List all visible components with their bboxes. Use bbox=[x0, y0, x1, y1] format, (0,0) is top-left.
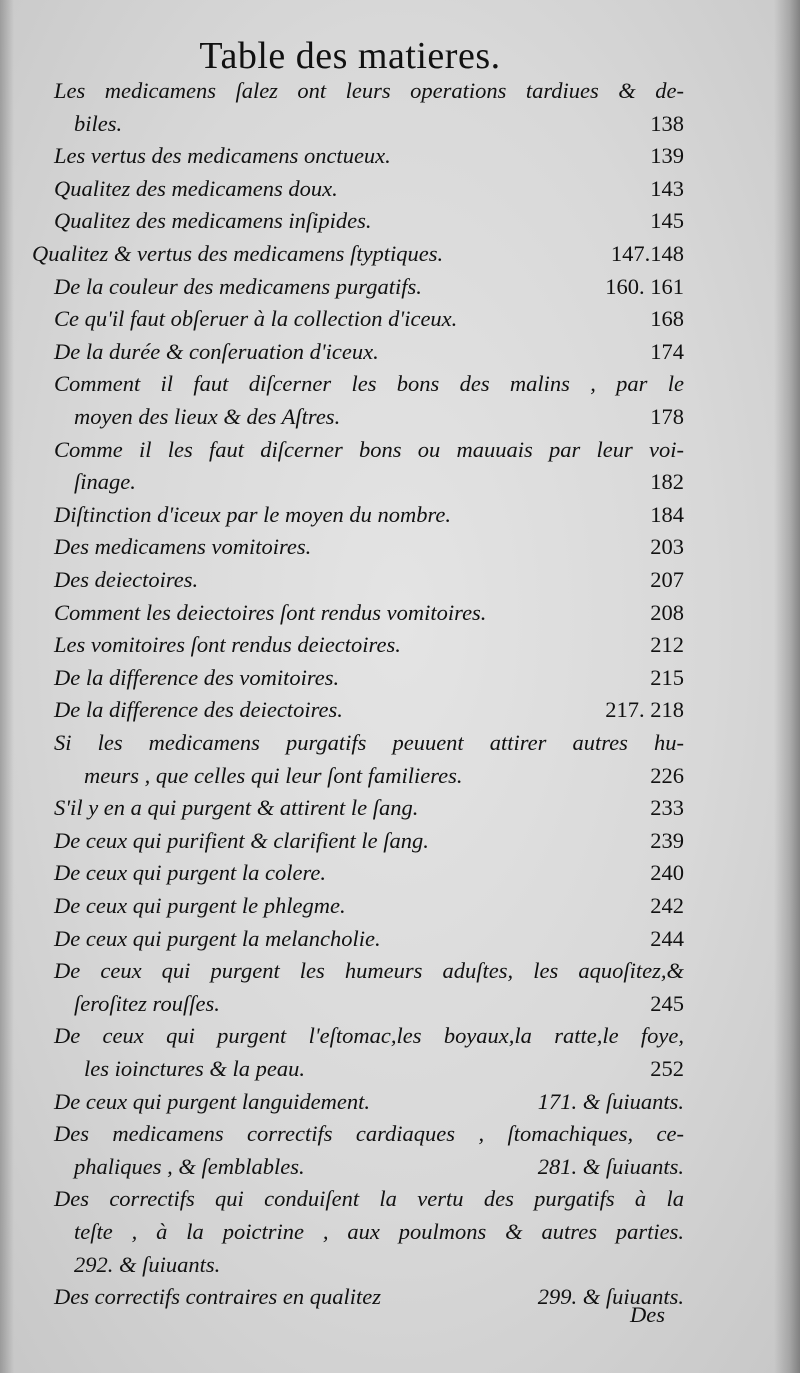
toc-entry-text: Les vertus des medicamens onctueux. bbox=[54, 143, 391, 169]
toc-entry bbox=[54, 274, 684, 306]
toc-entry bbox=[54, 502, 684, 534]
toc-entry-page: 208 bbox=[650, 599, 684, 625]
toc-entry bbox=[54, 371, 684, 403]
toc-entry-text: De ceux qui purgent la colere. bbox=[54, 860, 326, 886]
toc-entry-text: Des medicamens correctifs cardiaques , ſtomachiques, ce- bbox=[54, 1121, 684, 1147]
toc-entry-page: 168 bbox=[650, 306, 684, 332]
toc-entry-page: 233 bbox=[650, 795, 684, 821]
toc-entry bbox=[54, 730, 684, 762]
toc-entry-text: phaliques , & ſemblables. bbox=[74, 1153, 305, 1179]
toc-entry-text: Des medicamens vomitoires. bbox=[54, 534, 312, 560]
toc-entry-text: De ceux qui purgent le phlegme. bbox=[54, 893, 346, 918]
toc-entry-page: 139 bbox=[650, 143, 684, 169]
toc-entry-page: 184 bbox=[650, 501, 684, 527]
toc-entry-page: 226 bbox=[650, 762, 684, 788]
toc-entry-text: Comment il faut diſcerner les bons des malins , par le bbox=[54, 371, 684, 397]
toc-entry-page: 178 bbox=[650, 404, 684, 429]
toc-entry-page: 245 bbox=[650, 990, 684, 1016]
toc-entry bbox=[74, 404, 684, 436]
toc-entry-text: De la difference des deiectoires. bbox=[54, 697, 343, 723]
toc-entry-text: Si les medicamens purgatifs peuuent attirer autres hu- bbox=[54, 730, 684, 755]
toc-entry bbox=[54, 958, 684, 990]
toc-entry-text: Qualitez des medicamens doux. bbox=[54, 175, 338, 201]
toc-entry-page: 242 bbox=[650, 893, 684, 918]
toc-entry bbox=[74, 1219, 684, 1251]
toc-entry-page: 143 bbox=[650, 175, 684, 201]
toc-entry bbox=[54, 1284, 684, 1316]
toc-entry-page: 147.148 bbox=[610, 241, 684, 266]
page-title: Table des matieres. bbox=[199, 35, 501, 77]
toc-entry bbox=[54, 1089, 684, 1121]
toc-entry-text: Diſtinction d'iceux par le moyen du nombre. bbox=[54, 501, 452, 527]
toc-entry-page: 244 bbox=[650, 925, 684, 951]
page-shadow-right bbox=[774, 0, 800, 1373]
toc-entry-text: De ceux qui purgent l'eſtomac,les boyaux,la ratte,le foye, bbox=[54, 1023, 684, 1049]
toc-entry-page: 299. & ſuiuants. bbox=[537, 1284, 684, 1310]
toc-entry-text: Comme il les faut diſcerner bons ou mauuais par leur voi- bbox=[54, 436, 684, 462]
catchword: Des bbox=[630, 1302, 665, 1327]
toc-entry-page: 217. 218 bbox=[605, 697, 684, 723]
toc-entry-text: De ceux qui purgent languidement. bbox=[54, 1088, 370, 1114]
toc-entry-text: Des correctifs qui conduiſent la vertu des purgatifs à la bbox=[54, 1186, 684, 1212]
toc-entry bbox=[54, 893, 684, 925]
toc-entry-page: 171. & ſuiuants. bbox=[537, 1088, 684, 1114]
toc-entry-text: De la durée & conſeruation d'iceux. bbox=[54, 338, 379, 364]
toc-entry-text: Ce qu'il faut obſeruer à la collection d'iceux. bbox=[54, 306, 458, 332]
toc-entry-page: 252 bbox=[650, 1056, 684, 1081]
toc-entry bbox=[54, 665, 684, 697]
toc-entry-text: De la difference des vomitoires. bbox=[54, 664, 340, 690]
toc-entry-page: 212 bbox=[650, 632, 684, 658]
toc-entry bbox=[74, 111, 684, 143]
toc-entry-page: 239 bbox=[650, 827, 684, 853]
toc-entry-text: Qualitez des medicamens inſipides. bbox=[54, 208, 372, 234]
toc-entry-page: 145 bbox=[650, 208, 684, 234]
toc-entry bbox=[74, 1154, 684, 1186]
toc-entry bbox=[54, 567, 684, 599]
toc-entry-page: 138 bbox=[650, 110, 684, 136]
toc-entry-text: meurs , que celles qui leur ſont familieres. bbox=[84, 762, 463, 788]
toc-entry-text: Des correctifs contraires en qualitez bbox=[54, 1284, 382, 1310]
toc-entry-text: De la couleur des medicamens purgatifs. bbox=[54, 273, 422, 299]
toc-entry bbox=[84, 1056, 684, 1088]
toc-entry bbox=[54, 176, 684, 208]
toc-entry bbox=[54, 926, 684, 958]
toc-entry-text: Qualitez & vertus des medicamens ſtyptiques. bbox=[32, 241, 444, 266]
toc-entry bbox=[54, 1186, 684, 1218]
toc-entry-text: De ceux qui purifient & clarifient le ſang. bbox=[54, 827, 429, 853]
toc-entry bbox=[54, 1023, 684, 1055]
toc-entry-page: 281. & ſuiuants. bbox=[537, 1153, 684, 1179]
toc-entry-text: De ceux qui purgent la melancholie. bbox=[54, 925, 381, 951]
toc-entry-text: les ioinctures & la peau. bbox=[84, 1056, 306, 1081]
toc-entry bbox=[54, 795, 684, 827]
toc-entry bbox=[54, 339, 684, 371]
toc-entry bbox=[32, 241, 684, 273]
toc-entry bbox=[74, 991, 684, 1023]
toc-entry-text: Comment les deiectoires ſont rendus vomitoires. bbox=[54, 599, 487, 625]
toc-entry-page: 160. 161 bbox=[605, 273, 684, 299]
toc-entry bbox=[54, 860, 684, 892]
toc-entry bbox=[54, 306, 684, 338]
toc-entry bbox=[54, 143, 684, 175]
toc-entry bbox=[54, 600, 684, 632]
toc-entry bbox=[54, 632, 684, 664]
toc-entry bbox=[54, 534, 684, 566]
toc-entry-text: moyen des lieux & des Aſtres. bbox=[74, 404, 341, 429]
toc-entry bbox=[54, 1121, 684, 1153]
toc-entry-page: 215 bbox=[650, 664, 684, 690]
toc-entry bbox=[74, 1252, 684, 1284]
toc-entry-text: Des deiectoires. bbox=[54, 567, 199, 592]
toc-entry-text: teſte , à la poictrine , aux poulmons & autres parties. bbox=[74, 1219, 684, 1244]
toc-entry-text: De ceux qui purgent les humeurs aduſtes, les aquoſitez,& bbox=[54, 958, 684, 984]
toc-entry bbox=[84, 763, 684, 795]
toc-entry bbox=[74, 469, 684, 501]
page-shadow-left bbox=[0, 0, 14, 1373]
toc-entry-text: ſinage. bbox=[74, 469, 136, 495]
toc-entry-page: 182 bbox=[650, 469, 684, 495]
toc-entry bbox=[54, 78, 684, 110]
toc-entry-page: 207 bbox=[650, 567, 684, 592]
toc-entry-text: Les medicamens ſalez ont leurs operations tardiues & de- bbox=[54, 78, 684, 103]
toc-entry bbox=[54, 697, 684, 729]
toc-entry-text: ſeroſitez rouſſes. bbox=[74, 990, 220, 1016]
toc-entry-page: 203 bbox=[650, 534, 684, 560]
toc-entry bbox=[54, 828, 684, 860]
toc-entry-text: S'il y en a qui purgent & attirent le ſang. bbox=[54, 795, 419, 821]
toc-entry-page: 240 bbox=[650, 860, 684, 886]
toc-entry bbox=[54, 208, 684, 240]
toc-entry-text: biles. bbox=[74, 110, 123, 136]
toc-entry-text: Les vomitoires ſont rendus deiectoires. bbox=[54, 632, 401, 658]
toc-entry-text: 292. & ſuiuants. bbox=[74, 1251, 221, 1277]
toc-entry bbox=[54, 437, 684, 469]
toc-entry-page: 174 bbox=[650, 338, 684, 364]
